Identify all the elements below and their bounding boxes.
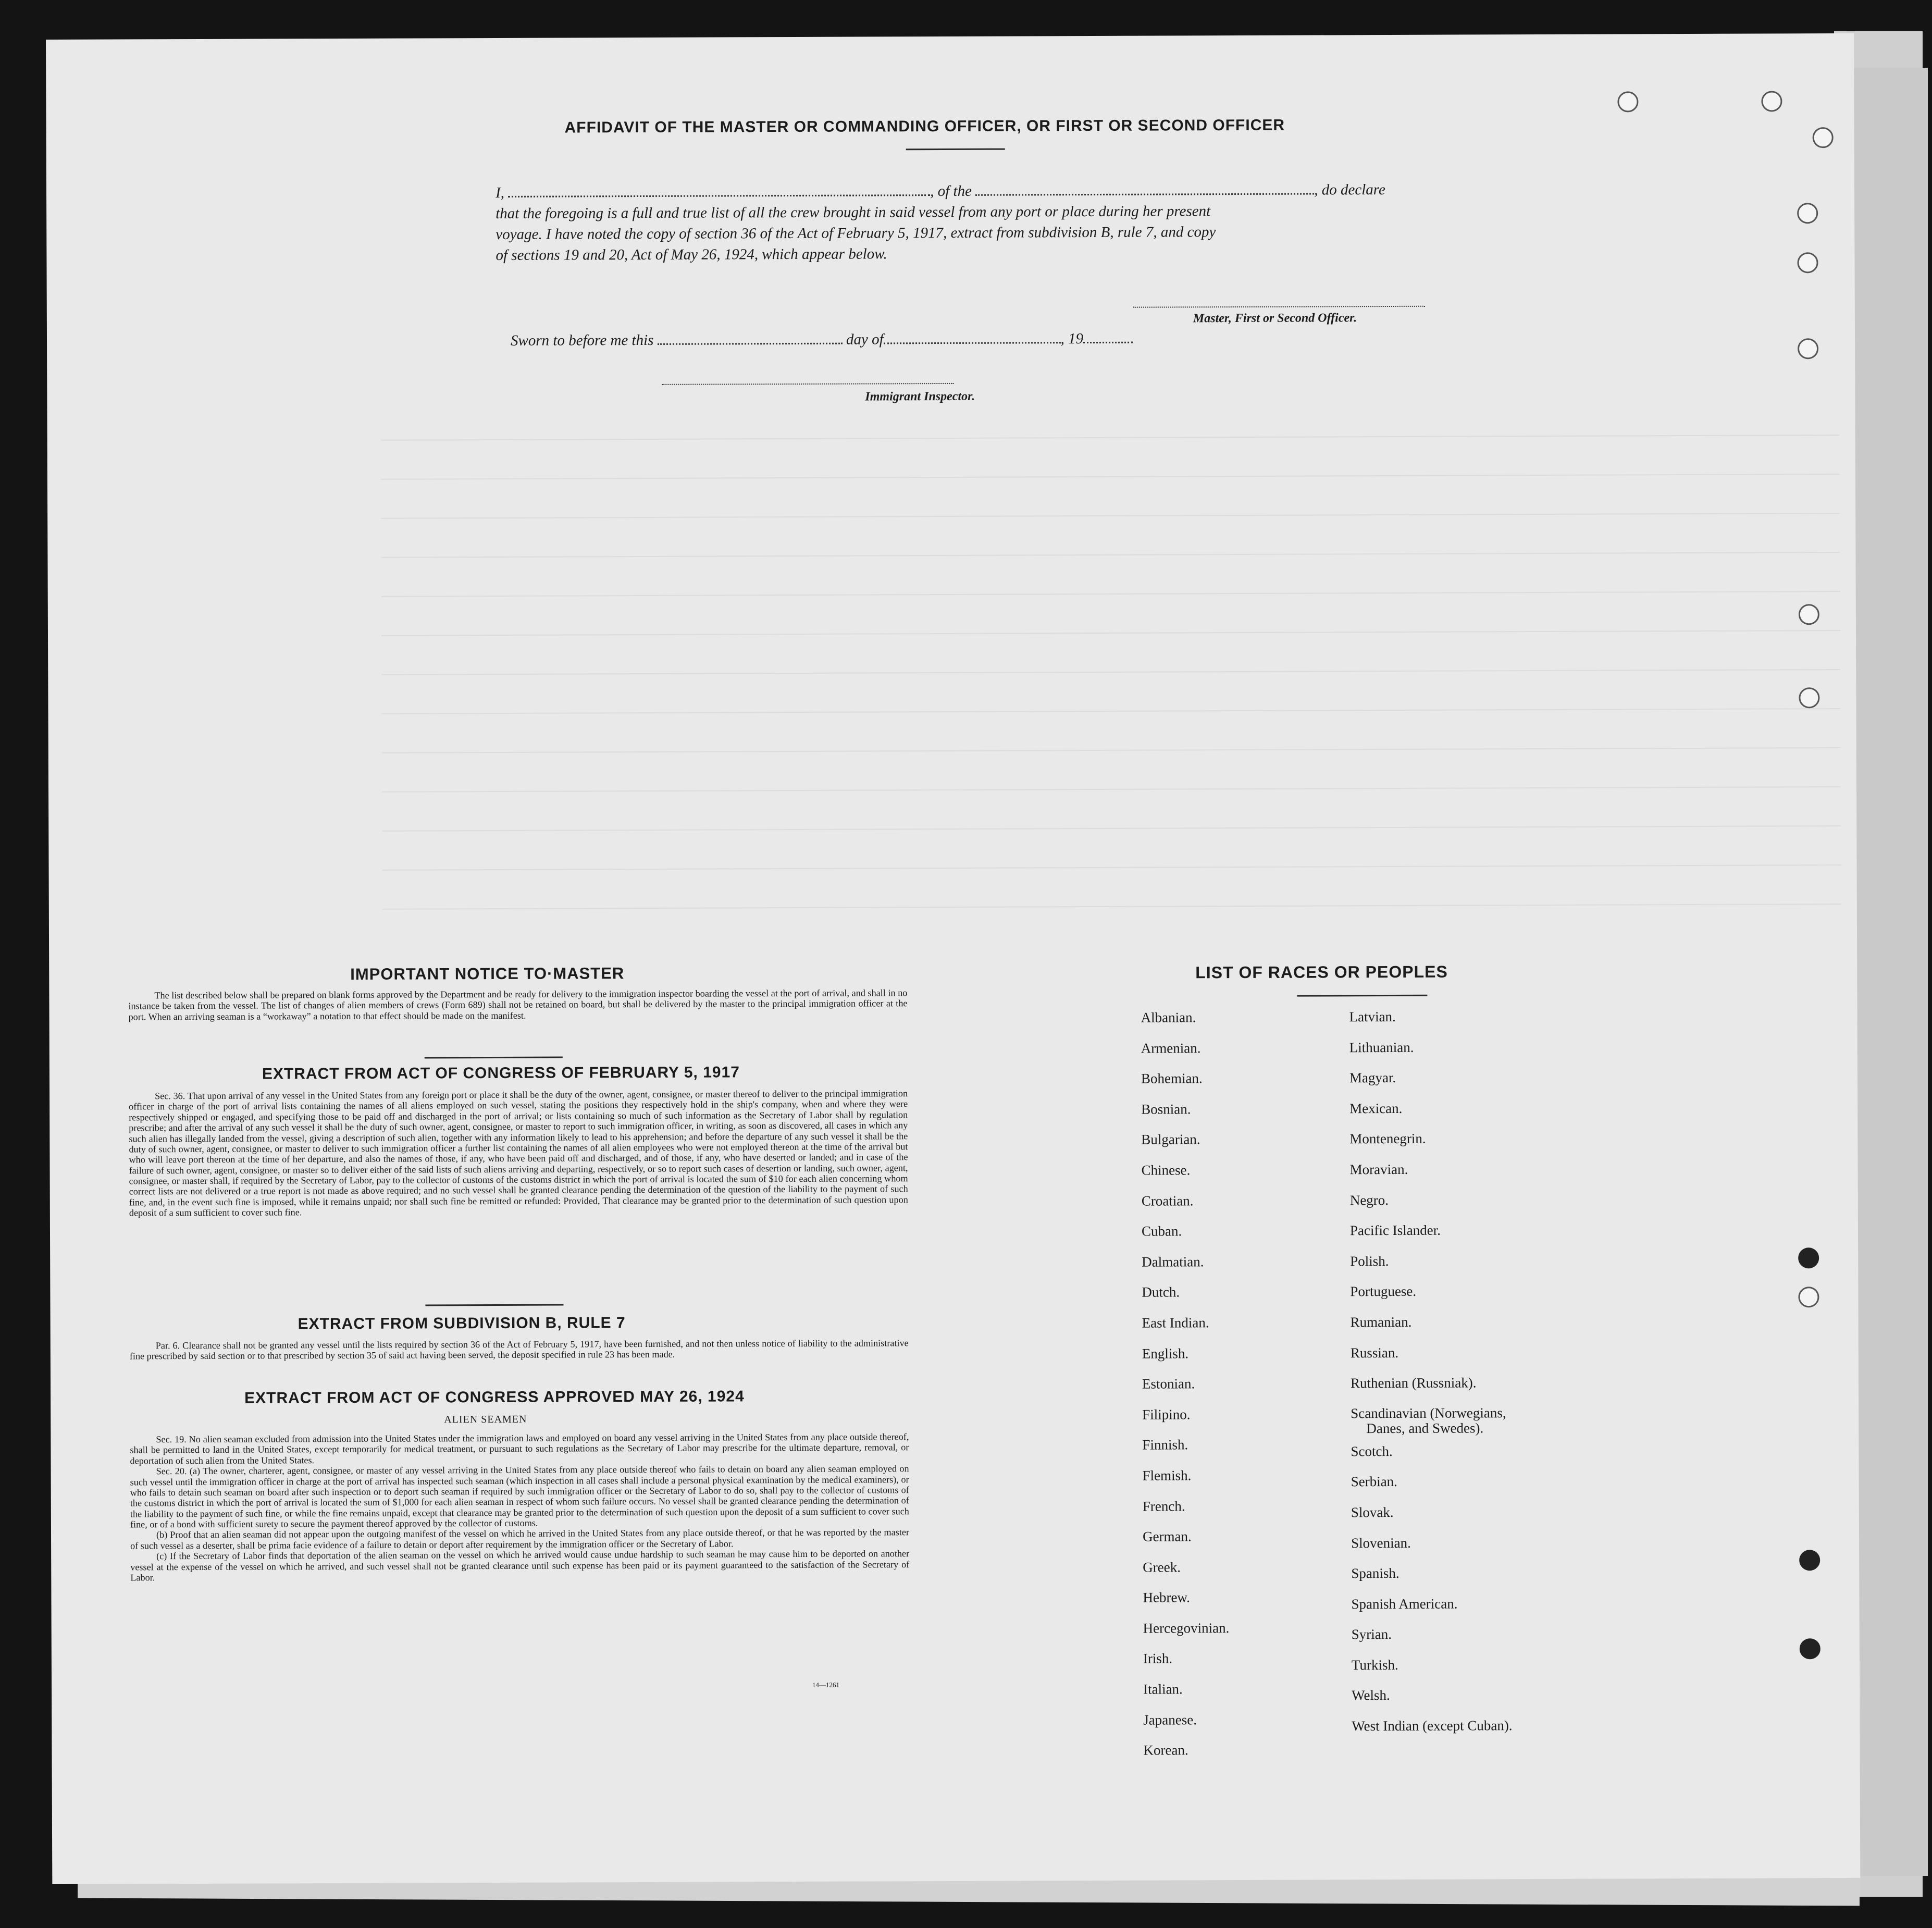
race-item: Dutch.	[1142, 1284, 1180, 1301]
race-item: Hebrew.	[1143, 1589, 1190, 1605]
race-item: Moravian.	[1349, 1161, 1408, 1178]
race-item: Japanese.	[1143, 1711, 1197, 1728]
punch-hole	[1799, 604, 1819, 625]
race-item: Polish.	[1350, 1253, 1389, 1269]
race-item: Croatian.	[1141, 1192, 1194, 1209]
races-title: LIST OF RACES OR PEOPLES	[1195, 962, 1448, 982]
inspector-label: Immigrant Inspector.	[865, 389, 975, 404]
sec19-paragraph: Sec. 19. No alien seaman excluded from admission into the United States under the immigration laws and employed on board any vessel arriving in the United States from any place outside thereof, shall be permitted to land in the United States, except temporarily for medical treatment, or pursuant to such regulations as the Secretary of Labor may prescribe for the ultimate departure, removal, or deportation of such alien from the United States.	[130, 1431, 909, 1466]
extract-1917-title: EXTRACT FROM ACT OF CONGRESS OF FEBRUARY 5, 1917	[262, 1064, 740, 1083]
race-item: Flemish.	[1142, 1467, 1192, 1484]
race-item: Bosnian.	[1141, 1101, 1191, 1117]
affidavit-i: I,	[495, 184, 505, 201]
race-item: Hercegovinian.	[1143, 1620, 1230, 1636]
race-item: English.	[1142, 1345, 1189, 1362]
affidavit-of-the: , of the	[930, 182, 972, 200]
sec20b-paragraph: (b) Proof that an alien seaman did not appear upon the outgoing manifest of the vessel on which he arrived in the United States from any place outside thereof, or that he was reported by the master of such vessel as a deserter, shall be prima facie evidence of a failure to detain or deport after requirement by the immigration officer or the Secretary of Labor.	[130, 1527, 910, 1551]
race-item: Korean.	[1143, 1742, 1188, 1758]
sworn-month-field[interactable]	[884, 342, 1061, 344]
punch-hole	[1798, 1247, 1819, 1268]
race-item: Slovenian.	[1351, 1535, 1411, 1551]
notice-paragraph: The list described below shall be prepared on blank forms approved by the Department and be ready for delivery to the immigration inspector boarding the vessel at the port of arrival, and shall in no instance be taken from the vessel. The list of changes of alien members of crews (Form 689) shall not be retained on board, but shall be delivered by the master to the principal immigration officer at the port. When an arriving seaman is a “workaway” a notation to that effect should be made on the manifest.	[128, 987, 908, 1022]
race-item: Estonian.	[1142, 1376, 1195, 1392]
race-item: Bohemian.	[1141, 1070, 1203, 1086]
sworn-day-field[interactable]	[658, 343, 843, 345]
race-item: Filipino.	[1142, 1406, 1191, 1423]
race-item-scandinavian-cont: Danes, and Swedes).	[1366, 1420, 1484, 1436]
extract-1917-text	[129, 1088, 908, 1218]
punch-hole	[1799, 687, 1819, 708]
race-item: Portuguese.	[1350, 1283, 1417, 1300]
race-item: Magyar.	[1349, 1070, 1396, 1086]
sworn-year-field[interactable]	[1083, 342, 1133, 343]
master-signature-line[interactable]	[1133, 306, 1425, 309]
notice-title: IMPORTANT NOTICE TO·MASTER	[350, 964, 625, 983]
race-item: French.	[1142, 1498, 1185, 1514]
race-item: Albanian.	[1141, 1009, 1196, 1025]
race-item: Rumanian.	[1350, 1314, 1412, 1330]
race-item: Montenegrin.	[1349, 1131, 1426, 1147]
divider	[1297, 995, 1427, 997]
sec20a-paragraph: Sec. 20. (a) The owner, charterer, agent, consignee, or master of any vessel arriving in the United States from any place outside thereof who fails to detain on board any alien seaman employed on such vessel until the immigration officer in charge at the port of arrival has inspected such seaman (which inspection in all cases shall include a personal physical examination by the medical examiners), or who fails to detain such seaman on board after such inspection or to deport such seaman if required by such immigration officer or the Secretary of Labor to do so, shall pay to the collector of customs of the customs district in which the port of arrival is located the sum of $1,000 for each alien seaman in respect of whom such failure occurs. No vessel shall be granted clearance pending the determination of the liability to the payment of such fine, or while the fine remains unpaid, except that clearance may be granted prior to the determination of such question upon the deposit of a sum sufficient to cover such fine, or of a bond with sufficient surety to secure the payment thereof approved by the collector of customs.	[130, 1463, 909, 1530]
race-item-scandinavian: Scandinavian (Norwegians,	[1351, 1404, 1506, 1421]
race-item: Syrian.	[1351, 1626, 1392, 1642]
affidavit-title: AFFIDAVIT OF THE MASTER OR COMMANDING OFFICER, OR FIRST OR SECOND OFFICER	[564, 116, 1285, 137]
sworn-day-of: day of	[846, 331, 884, 348]
sworn-prefix: Sworn to before me this	[510, 331, 654, 349]
inspector-signature-line[interactable]	[662, 383, 953, 386]
race-item: Scotch.	[1351, 1443, 1393, 1459]
race-item: Negro.	[1349, 1192, 1389, 1208]
race-item: Irish.	[1143, 1650, 1173, 1667]
race-item: Pacific Islander.	[1349, 1222, 1441, 1239]
race-item: Finnish.	[1142, 1437, 1188, 1453]
extract-1924-title: EXTRACT FROM ACT OF CONGRESS APPROVED MAY 26, 1924	[244, 1388, 745, 1407]
race-item: Turkish.	[1351, 1657, 1398, 1673]
race-item: Slovak.	[1351, 1504, 1394, 1521]
punch-hole	[1799, 1550, 1820, 1571]
race-item: Spanish American.	[1351, 1596, 1458, 1612]
affidavit-line: voyage. I have noted the copy of section 36 of the Act of February 5, 1917, extract from subdivision B, rule 7, and copy	[496, 224, 1216, 243]
extract-rule7-text	[130, 1338, 909, 1362]
divider	[425, 1057, 563, 1059]
punch-hole	[1813, 127, 1834, 148]
race-item: Chinese.	[1141, 1162, 1191, 1178]
extract-1924-subtitle: ALIEN SEAMEN	[444, 1413, 527, 1426]
form-number: 14—1261	[812, 1680, 840, 1689]
extract-rule7-title: EXTRACT FROM SUBDIVISION B, RULE 7	[298, 1314, 626, 1333]
race-item	[1351, 1398, 1511, 1436]
sworn-line	[511, 330, 1133, 350]
sworn-year-prefix: , 19	[1060, 330, 1084, 348]
affidavit-body	[496, 179, 1507, 266]
race-item: West Indian (except Cuban).	[1352, 1717, 1513, 1734]
master-signature-label: Master, First or Second Officer.	[1193, 311, 1357, 326]
races-left-column	[1141, 1002, 1230, 1765]
form-sheet	[46, 33, 1860, 1884]
race-item: Latvian.	[1349, 1008, 1396, 1025]
sec20c-paragraph: (c) If the Secretary of Labor finds that deportation of the alien seaman on the vessel on which he arrived would cause undue hardship to such seaman he may cause him to be deported on another vessel at the expense of the vessel on which he arrived, and such vessel shall not be granted clearance until such expense has been paid or its payment guaranteed to the satisfaction of the Secretary of Labor.	[130, 1548, 910, 1583]
race-item: Armenian.	[1141, 1040, 1201, 1056]
race-item: German.	[1142, 1528, 1192, 1544]
vessel-field[interactable]	[975, 193, 1314, 196]
rule7-paragraph: Par. 6. Clearance shall not be granted any vessel until the lists required by section 36 of the Act of February 5, 1917, have been furnished, and not then unless notice of liability to the administrative fine prescribed by said section or to that prescribed by section 35 of said act having been served, the deposit specified in rule 23 has been made.	[129, 1338, 909, 1362]
divider	[425, 1304, 563, 1306]
punch-hole	[1797, 252, 1818, 273]
bleed-through	[46, 33, 1860, 1884]
sec36-paragraph: Sec. 36. That upon arrival of any vessel in the United States from any foreign port or place it shall be the duty of the owner, agent, consignee, or master thereof to deliver to the principal immigration officer in charge of the port of arrival lists containing the names of all aliens employed on such vessel, stating the positions they respectively hold in the ship's company, when and where they were respectively shipped or engaged, and specifying those to be paid off and discharged in the port of arrival; or lists containing so much of such information as the Secretary of Labor shall by regulation prescribe; and after the arrival of any such vessel it shall be the duty of such owner, agent, consignee, or master to report to such immigration officer, in writing, as soon as discovered, all cases in which any such alien has illegally landed from the vessel, giving a description of such alien, together with any information likely to lead to his apprehension; and before the departure of any such vessel it shall be the duty of such owner, agent, consignee, or master to deliver to such immigration officer a further list containing the names of all alien employees who were not employed thereon at the time of the arrival but who will leave port thereon at the time of her departure, and also the names of those, if any, who have been paid off and discharged, and of those, if any, who have deserted or landed; and in case of the failure of such owner, agent, consignee, or master so to deliver either of the said lists of such aliens arriving and departing, respectively, or so to report such cases of desertion or landing, such owner, agent, consignee, or master shall, if required by the Secretary of Labor, pay to the collector of customs of the customs district in which the port of arrival is located the sum of $10 for each alien concerning whom correct lists are not delivered or a true report is not made as above required; and no such vessel shall be granted clearance pending the determination of the question of the liability to the payment of such fine, and, in the event such fine is imposed, while it remains unpaid; nor shall such fine be remitted or refunded: Provided, That clearance may be granted prior to the determination of such question upon deposit of a sum sufficient to cover such fine.	[129, 1088, 908, 1218]
divider	[906, 149, 1005, 151]
race-item: Dalmatian.	[1142, 1254, 1204, 1270]
name-field[interactable]	[508, 194, 930, 197]
punch-hole	[1800, 1638, 1820, 1659]
punch-hole	[1798, 338, 1818, 359]
punch-hole	[1617, 91, 1638, 112]
race-item: Italian.	[1143, 1681, 1183, 1697]
race-item: Ruthenian (Russniak).	[1350, 1375, 1477, 1391]
race-item: Greek.	[1143, 1559, 1181, 1575]
extract-1924-text	[130, 1431, 909, 1583]
affidavit-line: that the foregoing is a full and true list of all the crew brought in said vessel from any port or place during her present	[496, 203, 1211, 222]
race-item: Welsh.	[1352, 1687, 1390, 1703]
race-item: Lithuanian.	[1349, 1039, 1414, 1055]
affidavit-do-declare: , do declare	[1314, 181, 1385, 199]
race-item: Mexican.	[1349, 1100, 1403, 1117]
punch-hole	[1761, 91, 1782, 112]
notice-text	[128, 987, 907, 1022]
race-item: Serbian.	[1351, 1474, 1397, 1490]
race-item: Russian.	[1350, 1344, 1399, 1361]
race-item: Bulgarian.	[1141, 1131, 1200, 1148]
race-item: Spanish.	[1351, 1565, 1400, 1581]
race-item: East Indian.	[1142, 1315, 1209, 1331]
affidavit-line: of sections 19 and 20, Act of May 26, 1924, which appear below.	[496, 245, 887, 264]
race-item: Cuban.	[1141, 1223, 1182, 1239]
punch-hole	[1797, 203, 1818, 224]
races-right-column	[1349, 1001, 1512, 1741]
punch-hole	[1798, 1287, 1819, 1307]
